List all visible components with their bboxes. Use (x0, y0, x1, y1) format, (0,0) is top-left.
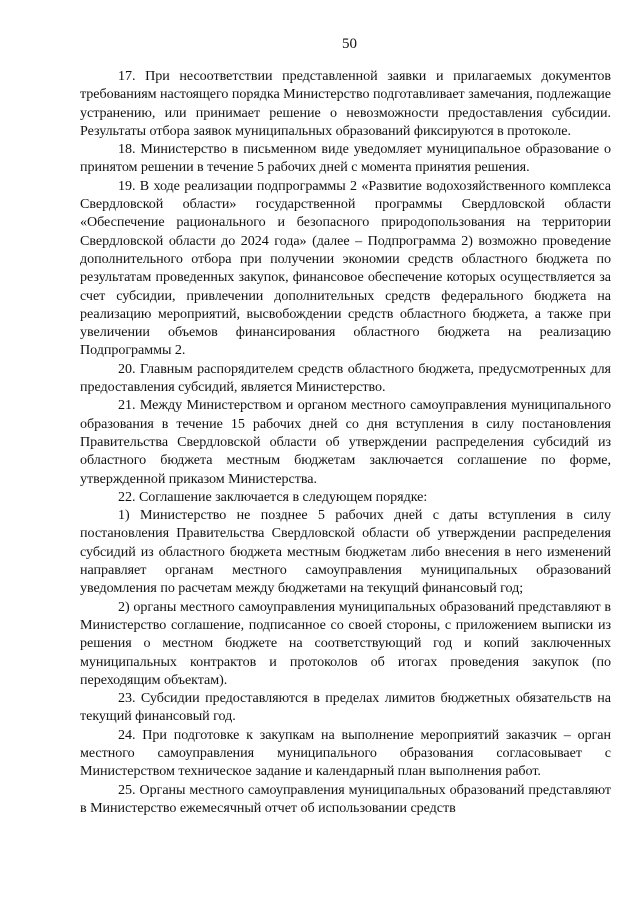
paragraph-23: 23. Субсидии предоставляются в пределах лимитов бюджетных обязательств на текущий финансовый год. (80, 690, 611, 725)
paragraph-25: 25. Органы местного самоуправления муниципальных образований представляют в Министерство ежемесячный отчет об использовании средств (80, 781, 611, 816)
paragraph-17: 17. При несоответствии представленной заявки и прилагаемых документов требованиям настоящего порядка Министерство подготавливает замечания, подлежащие устранению, или принимает решение о невозможности предоставления субсидии. Результаты отбора заявок муниципальных образований фиксируются в протоколе. (80, 68, 611, 139)
paragraph-22: 22. Соглашение заключается в следующем порядке: (118, 488, 428, 505)
paragraph-22-item-1: 1) Министерство не позднее 5 рабочих дней с даты вступления в силу постановления Правительства Свердловской области об утверждении распределения субсидий из областного бюджета местным бюджетам либо внесения в него изменений направляет органам местного самоуправления муниципальных образований уведомления по расчетам между бюджетами на текущий финансовый год; (80, 507, 611, 597)
paragraph-19: 19. В ходе реализации подпрограммы 2 «Развитие водохозяйственного комплекса Свердловской области» государственной программы Свердловской области «Обеспечение рационального и безопасного природопользования на территории Свердловской области до 2024 года» (далее – Подпрограмма 2) возможно проведение дополнительного отбора при получении экономии средств областного бюджета по результатам проведенных закупок, финансовое обеспечение которых осуществляется за счет субсидии, привлечении дополнительных средств федерального бюджета на реализацию мероприятий, высвобождении средств областного бюджета, а также при увеличении объемов финансирования областного бюджета на реализацию Подпрограммы 2. (80, 177, 611, 359)
paragraph-24: 24. При подготовке к закупкам на выполнение мероприятий заказчик – орган местного самоуправления муниципального образования согласовывает с Министерством техническое задание и календарный план выполнения работ. (80, 726, 611, 780)
page-number: 50 (342, 36, 357, 52)
paragraph-20: 20. Главным распорядителем средств областного бюджета, предусмотренных для предоставления субсидий, является Министерство. (80, 360, 611, 396)
paragraph-21: 21. Между Министерством и органом местного самоуправления муниципального образования в течение 15 рабочих дней со дня вступления в силу постановления Правительства Свердловской области об утверждении распределения субсидий из областного бюджета местным бюджетам заключается соглашение по форме, утвержденной приказом Министерства. (80, 397, 611, 487)
paragraph-18: 18. Министерство в письменном виде уведомляет муниципальное образование о принятом решении в течение 5 рабочих дней с момента принятия решения. (80, 141, 611, 176)
paragraph-22-item-2: 2) органы местного самоуправления муниципальных образований представляют в Министерство соглашение, подписанное со своей стороны, с приложением выписки из решения о местном бюджете на соответствующий год и копий заключенных муниципальных контрактов и протоколов об итогах проведения закупок (по переходящим объектам). (80, 598, 611, 688)
